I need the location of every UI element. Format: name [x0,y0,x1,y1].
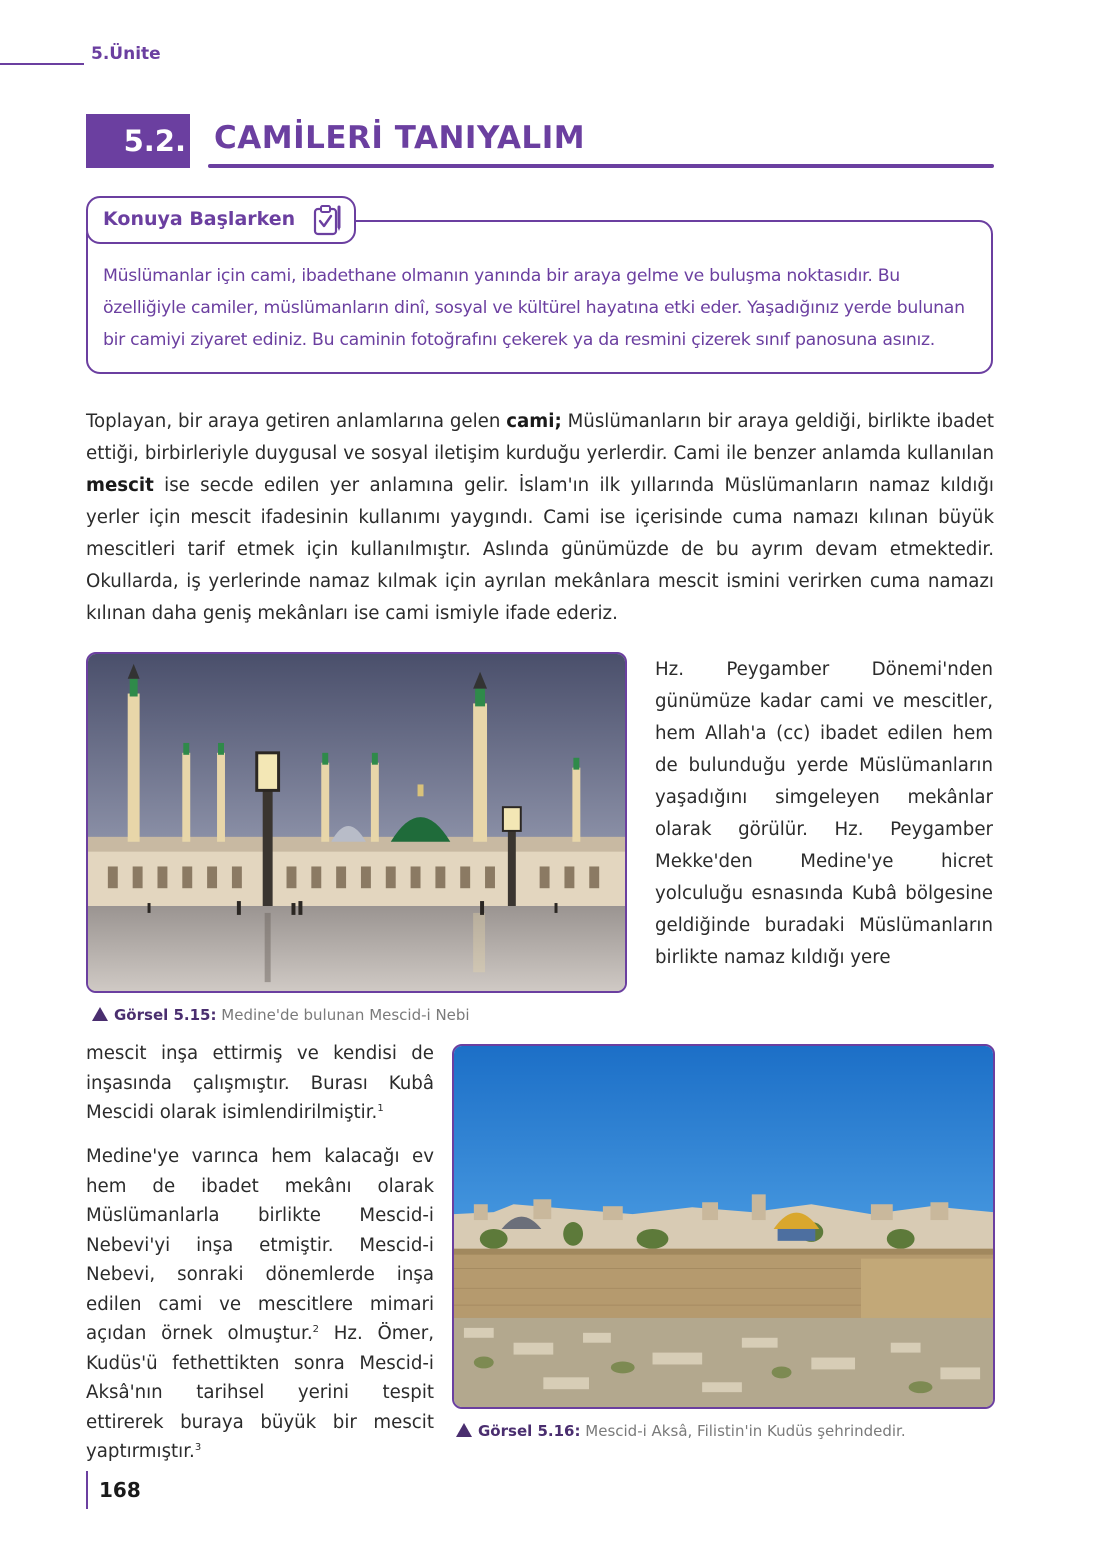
unit-rule [0,63,84,65]
paragraph-hz-peygamber: Hz. Peygamber Dönemi'nden günümüze kadar cami ve mescitler, hem Allah'a (cc) ibadet edilen hem de bulunduğu yerde Müslümanların yaşadığını simgeleyen mekânlar olarak görülür. Hz. Peygamber Mekke'den Medine'ye hicret yolculuğu esnasında Kubâ bölgesine geldiğinde buradaki Müslümanların birlikte namaz kıldığı yere [655,659,993,968]
figure-label: Görsel 5.16: [478,1422,581,1440]
unit-label: 5.Ünite [91,44,161,64]
figure-label: Görsel 5.15: [114,1006,217,1024]
photo-mescid-i-aksa [452,1044,995,1409]
intro-text: Müslümanlar için cami, ibadethane olmanın yanında bir araya gelme ve buluşma noktasıdır. Bu özelliğiyle camiler, müslümanların dinî, sosyal ve kültürel hayatına etki eder. Yaşadığınız yerde bulunan bir camiyi ziyaret ediniz. Bu caminin fotoğrafını çekerek ya da resmini çizerek sınıf panosuna asınız. [103,266,965,350]
section-title: CAMİLERİ TANIYALIM [214,120,586,156]
mescid-i-nebi-illustration [88,654,625,991]
figure-caption-text: Mescid-i Aksâ, Filistin'in Kudüs şehrindedir. [585,1422,906,1440]
paragraph-text: mescit inşa ettirmiş ve kendisi de inşasında çalışmıştır. Burası Kubâ Mescidi olarak isimlendirilmiştir. [86,1043,434,1123]
triangle-marker-icon [456,1423,472,1437]
paragraph-text: ise secde edilen yer anlamına gelir. İslam'ın ilk yıllarında Müslümanların namaz kıldığı yerler için mescit ifadesinin kullanımı yaygındı. Cami ise içerisinde cuma namazı kılınan büyük mescitleri tarif etmek için kullanılmıştır. Aslında günümüzde de bu ayrım devam etmektedir. Okullarda, iş yerlerinde namaz kılmak için ayrılan mekânlara mescit ismini verirken cuma namazı kılınan daha geniş mekânları ise cami ismiyle ifade ederiz. [86,475,994,624]
footnote-ref: 3 [194,1441,202,1453]
footnote-ref: 2 [312,1323,319,1335]
intro-label: Konuya Başlarken [103,208,296,230]
paragraph-medine [86,1142,434,1467]
paragraph-text: Toplayan, bir araya getiren anlamlarına gelen [86,411,507,432]
triangle-marker-icon [92,1007,108,1021]
section-underline [208,164,994,168]
page-number-bar [86,1471,88,1509]
photo-mescid-i-nebi [86,652,627,993]
term-mescit: mescit [86,475,154,496]
section-number: 5.2. [86,114,190,168]
page-number: 168 [99,1478,141,1502]
paragraph-kuba [86,1039,434,1128]
figure-caption-5-16 [456,1422,906,1440]
term-cami: cami; [506,411,562,432]
figure-caption-5-15 [92,1006,470,1024]
figure-caption-text: Medine'de bulunan Mescid-i Nebi [221,1006,470,1024]
paragraph-text: Müslümanların bir araya geldiği, birlikte ibadet ettiği, birbirleriyle duygusal ve sosyal iletişim kurduğu yerlerdir. Cami ile benzer anlamda kullanılan [86,411,994,464]
paragraph-text: Hz. Ömer, Kudüs'ü fethettikten sonra Mescid-i Aksâ'nın tarihsel yerini tespit ettirerek buraya büyük bir mescit yaptırmıştır. [86,1323,434,1462]
mescid-i-aksa-illustration [454,1046,993,1407]
footnote-ref: 1 [377,1102,384,1114]
paragraph-text: Medine'ye varınca hem kalacağı ev hem de ibadet mekânı olarak Müslümanlarla birlikte Mescid-i Nebevi'yi inşa etmiştir. Mescid-i Nebevi, sonraki dönemlerde inşa edilen cami ve mescitlere mimari açıdan örnek olmuştur. [86,1146,434,1344]
clipboard-check-icon [311,203,345,237]
paragraph-intro [86,406,994,630]
